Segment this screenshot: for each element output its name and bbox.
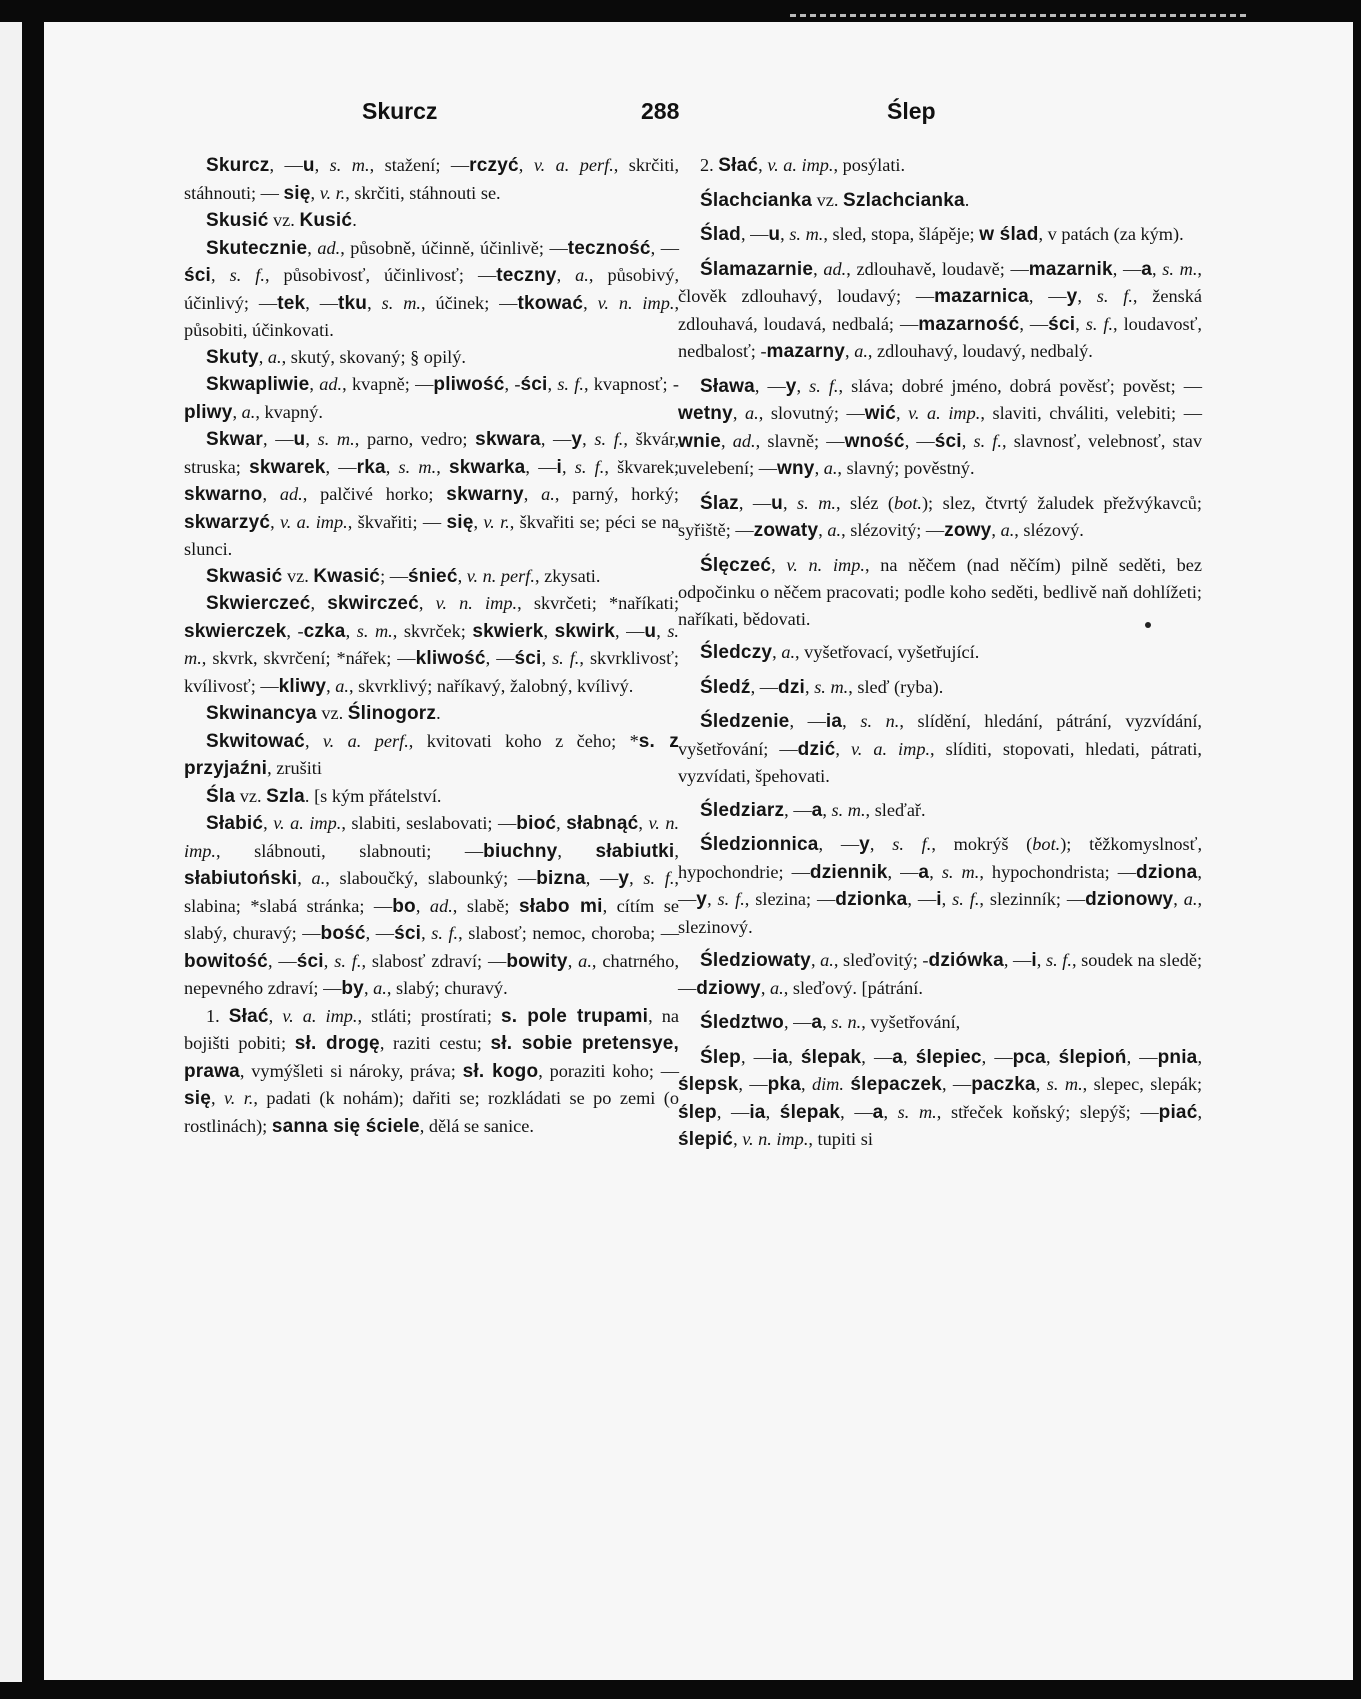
scan-top-border	[0, 0, 1361, 22]
dictionary-entry: Ślamazarnie, ad., zdlouhavě, loudavě; —mazarnik, —a, s. m., člověk zdlouhavý, loudavý; —mazarnica, —y, s. f., ženská zdlouhavá, loudavá, nedbalá; —mazarność, —ści, s. f., loudavosť, nedbalosť; -mazarny, a., zdlouhavý, loudavý, nedbalý.	[678, 258, 1203, 362]
page-header	[44, 98, 1353, 138]
dictionary-entry: 1. Słać, v. a. imp., stláti; prostírati; s. pole trupami, na bojišti pobiti; sł. drogę, raziti cestu; sł. sobie pretensye, prawa, vymýšleti si nároky, práva; sł. kogo, poraziti koho; — się, v. r., padati (k nohám); dařiti se; rozkládati se po zemi (o rostlinách); sanna się ściele, dělá se sanice.	[184, 1005, 680, 1137]
dictionary-entry: Śledziarz, —a, s. m., sleďař.	[700, 799, 926, 821]
dictionary-entry: Ślachcianka vz. Szlachcianka.	[700, 189, 970, 211]
dictionary-entry: Śledzenie, —ia, s. n., slídění, hledání, pátrání, vyzvídání, vyšetřování; —dzić, v. a. imp., slíditi, stopovati, hledati, pátrati, vyzvídati, špehovati.	[678, 711, 1202, 786]
left-column	[184, 152, 679, 1140]
scan-artifact-lines	[790, 14, 1250, 17]
dictionary-entry: Skwitować, v. a. perf., kvitovati koho z čeho; *s. z przyjaźni, zrušiti	[184, 730, 679, 779]
dictionary-entry: Ślęczeć, v. n. imp., na něčem (nad něčím) pilně seděti, bez odpočinku o něčem pracovati; podle koho seděti, bedlivě naň dohlížeti; naříkati, bědovati.	[678, 554, 1203, 629]
dictionary-entry: 2. Słać, v. a. imp., posýlati.	[700, 155, 906, 176]
dictionary-entry: Śledziowaty, a., sleďovitý; -dziówka, —i, s. f., soudek na sledě; —dziowy, a., sleďový. [pátrání.	[678, 950, 1203, 999]
dictionary-entry: Skurcz, —u, s. m., stažení; —rczyć, v. a. perf., skrčiti, stáhnouti; — się, v. r., skrčiti, stáhnouti se.	[184, 155, 680, 204]
dictionary-entry: Słabić, v. a. imp., slabiti, seslabovati; —bioć, słabnąć, v. n. imp., slábnouti, slabnouti; —biuchny, słabiutki, słabiutoński, a., slaboučký, slabounký; —bizna, —y, s. f., slabina; *slabá stránka; —bo, ad., slabě; słabo mi, cítím se slabý, churavý; —bość, —ści, s. f., slabosť; nemoc, choroba; —bowitość, —ści, s. f., slabosť zdraví; —bowity, a., chatrného, nepevného zdraví; —by, a., slabý; churavý.	[184, 813, 680, 999]
dictionary-entry: Sława, —y, s. f., sláva; dobré jméno, dobrá pověsť; pověst; —wetny, a., slovutný; —wić, v. a. imp., slaviti, chváliti, velebiti; —wnie, ad., slavně; —wność, —ści, s. f., slavnosť, velebnosť, stav uvelebení; —wny, a., slavný; pověstný.	[678, 375, 1203, 479]
dictionary-entry: Śledź, —dzi, s. m., sleď (ryba).	[700, 676, 944, 698]
header-first-word: Skurcz	[362, 98, 438, 124]
dictionary-entry: Ślad, —u, s. m., sled, stopa, šlápěje; w ślad, v patách (za kým).	[700, 224, 1184, 245]
dictionary-entry: Śledzionnica, —y, s. f., mokrýš (bot.); těžkomyslnosť, hypochondrie; —dziennik, —a, s. m., hypochondrista; —dziona, —y, s. f., slezina; —dzionka, —i, s. f., slezinník; —dzionowy, a., slezinový.	[678, 834, 1203, 937]
dictionary-entry: Skwasić vz. Kwasić; —śnieć, v. n. perf., zkysati.	[206, 565, 601, 587]
dictionary-entry: Ślaz, —u, s. m., sléz (bot.); slez, čtvrtý žaludek přežvýkavců; syřiště; —zowaty, a., slézovitý; —zowy, a., slézový.	[678, 492, 1202, 541]
dictionary-entry: Śledczy, a., vyšetřovací, vyšetřující.	[700, 642, 980, 663]
dictionary-entry: Skwinancya vz. Ślinogorz.	[206, 703, 441, 724]
dictionary-entry: Skwar, —u, s. m., parno, vedro; skwara, —y, s. f., škvár, struska; skwarek, —rka, s. m., skwarka, —i, s. f., škvarek; skwarno, ad., palčivé horko; skwarny, a., parný, horký; skwarzyć, v. a. imp., škvařiti; — się, v. r., škvařiti se; péci se na slunci.	[184, 429, 680, 559]
header-last-word: Ślep	[887, 98, 936, 124]
dictionary-entry: Skusić vz. Kusić.	[206, 210, 357, 231]
scan-speck	[1145, 622, 1151, 628]
dictionary-entry: Śla vz. Szla. [s kým přátelství.	[206, 785, 442, 807]
scan-left-edge	[0, 22, 22, 1682]
dictionary-entry: Śledztwo, —a, s. n., vyšetřování,	[700, 1012, 961, 1033]
dictionary-entry: Ślep, —ia, ślepak, —a, ślepiec, —pca, ślepioń, —pnia, ślepsk, —pka, dim. ślepaczek, —paczka, s. m., slepec, slepák; ślep, —ia, ślepak, —a, s. m., střeček koňský; slepýš; —piać, ślepić, v. n. imp., tupiti si	[678, 1046, 1203, 1150]
dictionary-entry: Skuty, a., skutý, skovaný; § opilý.	[206, 346, 466, 368]
dictionary-page	[44, 22, 1353, 1680]
dictionary-entry: Skutecznie, ad., působně, účinně, účinlivě; —teczność, —ści, s. f., působivosť, účinlivosť; —teczny, a., působivý, účinlivý; —tek, —tku, s. m., účinek; —tkować, v. n. imp., působiti, účinkovati.	[184, 237, 680, 340]
right-column	[678, 152, 1202, 1161]
dictionary-entry: Skwierczeć, skwirczeć, v. n. imp., skvrčeti; *naříkati; skwierczek, -czka, s. m., skvrček; skwierk, skwirk, —u, s. m., skvrk, skvrčení; *nářek; —kliwość, —ści, s. f., skvrklivosť; kvílivosť; —kliwy, a., skvrklivý; naříkavý, žalobný, kvílivý.	[184, 593, 680, 697]
dictionary-entry: Skwapliwie, ad., kvapně; —pliwość, -ści, s. f., kvapnosť; -pliwy, a., kvapný.	[184, 374, 679, 423]
page-number: 288	[641, 98, 680, 124]
scan-bottom-border	[0, 1682, 1361, 1699]
